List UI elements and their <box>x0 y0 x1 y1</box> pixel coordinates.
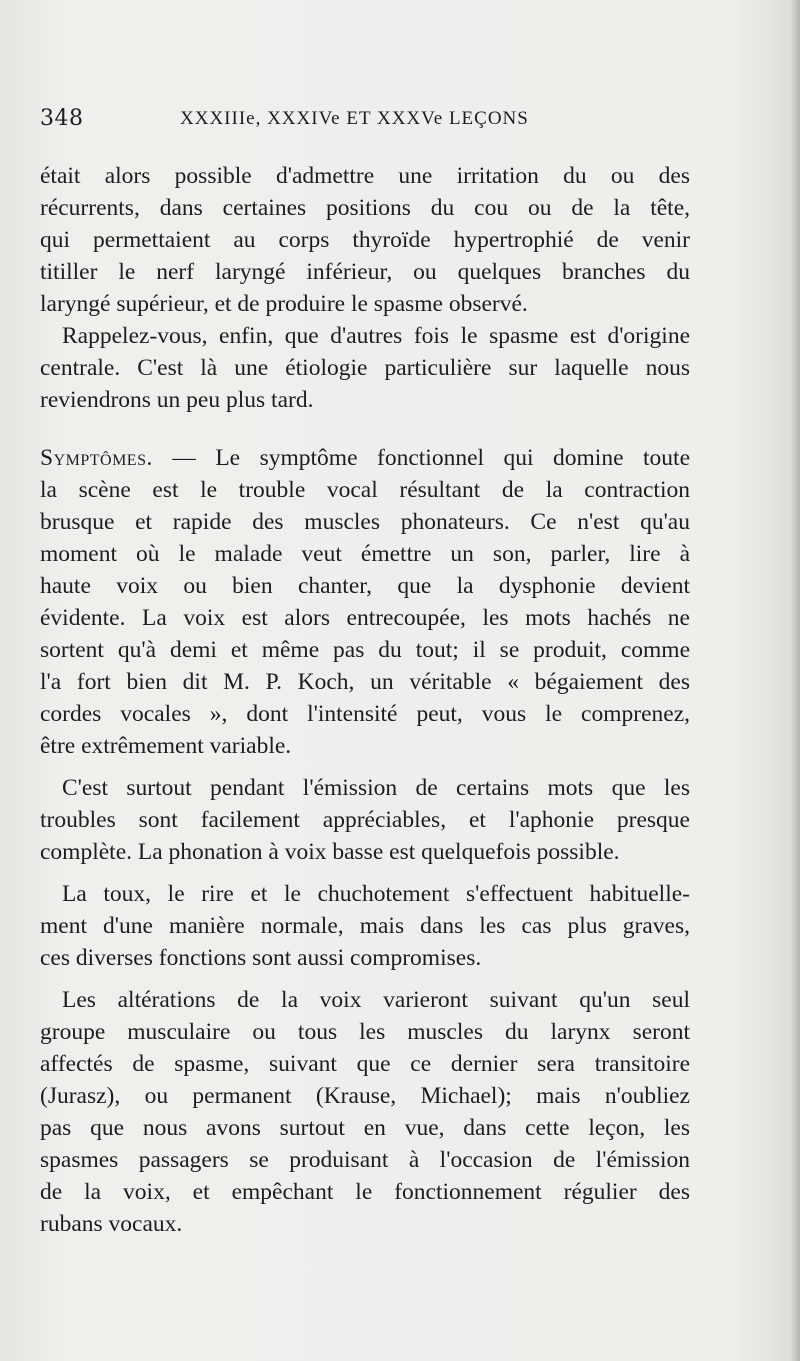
text-line: qui permettaient au corps thyroïde hypertrophié de venir <box>40 227 690 253</box>
running-head: XXXIIIe, XXXIVe ET XXXVe LEÇONS <box>180 108 529 129</box>
text-line <box>40 442 690 474</box>
text-line: l'a fort bien dit M. P. Koch, un véritable « bégaiement des <box>40 669 690 695</box>
text-line: troubles sont facilement appréciables, et l'aphonie presque <box>40 807 690 833</box>
text-line: rubans vocaux. <box>40 1211 183 1237</box>
text-line: titiller le nerf laryngé inférieur, ou quelques branches du <box>40 259 690 285</box>
text-line: C'est surtout pendant l'émission de certains mots que les <box>62 775 690 801</box>
paragraph-gap <box>40 868 690 878</box>
paragraph-gap <box>40 974 690 984</box>
text-line: sortent qu'à demi et même pas du tout; il se produit, comme <box>40 637 690 663</box>
text-line: pas que nous avons surtout en vue, dans cette leçon, les <box>40 1115 690 1141</box>
text-line: reviendrons un peu plus tard. <box>40 387 314 413</box>
text-line: haute voix ou bien chanter, que la dysphonie devient <box>40 573 690 599</box>
text-line: récurrents, dans certaines positions du cou ou de la tête, <box>40 195 690 221</box>
text-line: spasmes passagers se produisant à l'occasion de l'émission <box>40 1147 690 1173</box>
text-line: ment d'une manière normale, mais dans les cas plus graves, <box>40 913 690 939</box>
text-line: (Jurasz), ou permanent (Krause, Michael); mais n'oubliez <box>40 1083 690 1109</box>
paragraph <box>40 984 690 1240</box>
text-line: laryngé supérieur, et de produire le spasme observé. <box>40 291 528 317</box>
paragraph <box>40 878 690 974</box>
text-line: brusque et rapide des muscles phonateurs. Ce n'est qu'au <box>40 509 690 535</box>
text-line: était alors possible d'admettre une irritation du ou des <box>40 163 690 189</box>
text-line: Rappelez-vous, enfin, que d'autres fois le spasme est d'origine <box>62 323 690 349</box>
text-line: Les altérations de la voix varieront suivant qu'un seul <box>62 987 690 1013</box>
paragraph <box>40 320 690 416</box>
text-line: de la voix, et empêchant le fonctionnement régulier des <box>40 1179 690 1205</box>
body-text <box>40 160 690 1240</box>
text-line: moment où le malade veut émettre un son, parler, lire à <box>40 541 690 567</box>
text-line: affectés de spasme, suivant que ce dernier sera transitoire <box>40 1051 690 1077</box>
section-heading: Symptômes. <box>40 445 153 471</box>
paragraph <box>40 442 690 762</box>
text-line: groupe musculaire ou tous les muscles du larynx seront <box>40 1019 690 1045</box>
page-header <box>40 106 690 138</box>
text-line: cordes vocales », dont l'intensité peut, vous le comprenez, <box>40 701 690 727</box>
text-line: centrale. C'est là une étiologie particulière sur laquelle nous <box>40 355 690 381</box>
paragraph <box>40 772 690 868</box>
paragraph-gap <box>40 762 690 772</box>
text-line: la scène est le trouble vocal résultant de la contraction <box>40 477 690 503</box>
text-run: — Le symptôme fonctionnel qui domine toute <box>152 445 690 471</box>
paragraph <box>40 160 690 320</box>
text-line: complète. La phonation à voix basse est quelquefois possible. <box>40 839 620 865</box>
text-line: évidente. La voix est alors entrecoupée, les mots hachés ne <box>40 605 690 631</box>
text-line: La toux, le rire et le chuchotement s'effectuent habituelle- <box>62 881 690 907</box>
section-gap <box>40 416 690 442</box>
text-line: être extrêmement variable. <box>40 733 292 759</box>
text-line: ces diverses fonctions sont aussi compromises. <box>40 945 482 971</box>
page-number: 348 <box>40 106 84 131</box>
page-edge-shadow <box>790 0 800 1361</box>
